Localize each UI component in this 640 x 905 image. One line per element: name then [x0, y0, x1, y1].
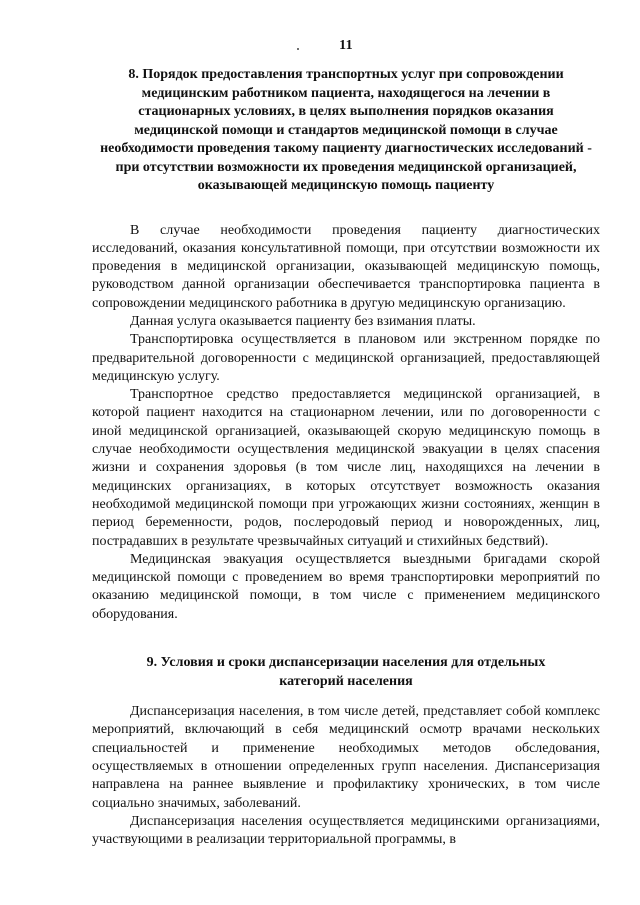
section-9-paragraph-2: Диспансеризация населения осуществляется медицинскими организациями, участвующими в реализации территориальной программы, в: [92, 813, 600, 848]
page-number: 11: [339, 38, 353, 53]
section-8-paragraph-1: В случае необходимости проведения пациенту диагностических исследований, оказания консультативной помощи, при отсутствии возможности их проведения в медицинской организации, оказывающей медицинскую помощь, руководством данной организации обеспечивается транспортировка пациента в сопровождении медицинского работника в другую медицинскую организацию.: [92, 222, 600, 311]
scan-speck: [297, 48, 299, 50]
section-8-heading: 8. Порядок предоставления транспортных услуг при сопровождении медицинским работником пациента, находящегося на лечении в стационарных условиях, в целях выполнения порядков оказания медицинской помощи и стандартов медицинской помощи в случае необходимости проведения такому пациенту диагностических исследований - при отсутствии возможности их проведения медицинской организацией, оказывающей медицинскую помощь пациенту: [100, 67, 592, 193]
document-body: [92, 66, 600, 849]
section-9-heading: 9. Условия и сроки диспансеризации населения для отдельных категорий населения: [146, 655, 546, 689]
section-9-paragraph-1: Диспансеризация населения, в том числе детей, представляет собой комплекс мероприятий, включающий в себя медицинский осмотр врачами нескольких специальностей и применение необходимых методов обследования, осуществляемых в отношении определенных групп населения. Диспансеризация направлена на раннее выявление и профилактику хронических, в том числе социально значимых, заболеваний.: [92, 704, 600, 811]
section-8-paragraph-4: Транспортное средство предоставляется медицинской организацией, в которой пациент находится на стационарном лечении, или по договоренности с иной медицинской организацией, оказывающей скорую медицинскую помощь в случае необходимости осуществления медицинской эвакуации в целях спасения жизни и сохранения здоровья (в том числе лиц, находящихся на лечении в медицинских организациях, в которых отсутствует возможность оказания необходимой медицинской помощи при угрожающих жизни состояниях, женщин в период беременности, родов, послеродовый период и новорожденных, лиц, пострадавших в результате чрезвычайных ситуаций и стихийных бедствий).: [92, 387, 600, 549]
section-8-paragraph-3: Транспортировка осуществляется в плановом или экстренном порядке по предварительной договоренности с медицинской организацией, предоставляющей медицинскую услугу.: [92, 332, 600, 384]
section-8-paragraph-2: Данная услуга оказывается пациенту без взимания платы.: [130, 313, 476, 329]
section-8-paragraph-5: Медицинская эвакуация осуществляется выездными бригадами скорой медицинской помощи с проведением во время транспортировки мероприятий по оказанию медицинской помощи, в том числе с применением медицинского оборудования.: [92, 551, 600, 622]
